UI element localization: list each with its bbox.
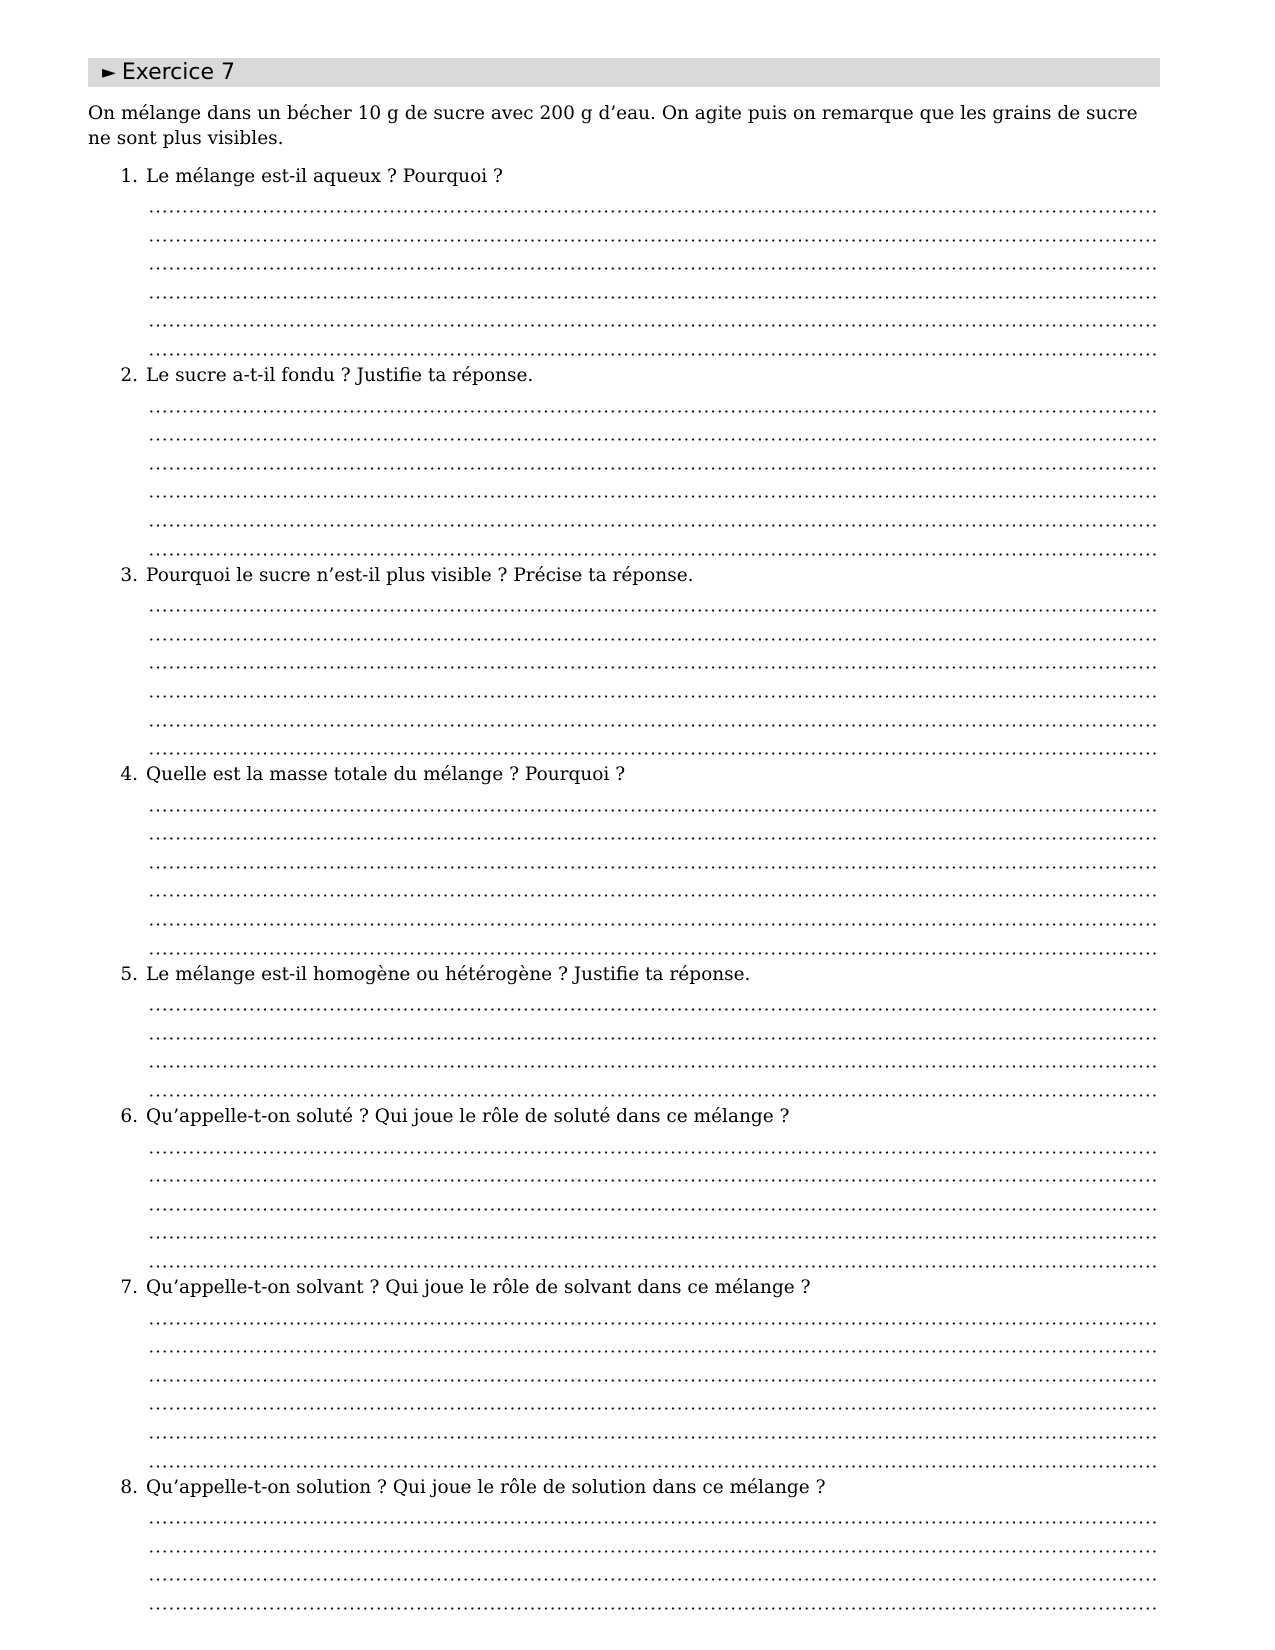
question-number: 4. (120, 764, 138, 786)
answer-area (148, 390, 1158, 562)
dotted-answer-line[interactable] (148, 475, 1158, 504)
dotted-answer-line[interactable] (148, 1131, 1158, 1160)
dotted-answer-line[interactable] (148, 874, 1158, 903)
dotted-answer-line[interactable] (148, 988, 1158, 1017)
dotted-answer-line[interactable] (148, 646, 1158, 675)
dotted-answer-line[interactable] (148, 932, 1158, 961)
question-prompt (88, 960, 1163, 988)
dotted-answer-line[interactable] (148, 1501, 1158, 1530)
question-list (88, 162, 1163, 1616)
dotted-answer-line[interactable] (148, 1188, 1158, 1217)
question-number: 7. (120, 1277, 138, 1299)
question-number: 5. (120, 963, 138, 985)
dotted-answer-line[interactable] (148, 1302, 1158, 1331)
question-item (88, 960, 1163, 1102)
dotted-answer-line[interactable] (148, 304, 1158, 333)
dotted-answer-line[interactable] (148, 1387, 1158, 1416)
triangle-right-icon: ► (102, 61, 116, 83)
dotted-answer-line[interactable] (148, 618, 1158, 647)
question-item (88, 1274, 1163, 1474)
dotted-answer-line[interactable] (148, 190, 1158, 219)
dotted-answer-line[interactable] (148, 704, 1158, 733)
question-text: Quelle est la masse totale du mélange ? Pourquoi ? (146, 764, 626, 786)
dotted-answer-line[interactable] (148, 247, 1158, 276)
question-prompt (88, 1103, 1163, 1131)
dotted-answer-line[interactable] (148, 219, 1158, 248)
dotted-answer-line[interactable] (148, 390, 1158, 419)
exercise-title: Exercice 7 (121, 59, 236, 85)
question-text: Le mélange est-il homogène ou hétérogène ? Justifie ta réponse. (146, 963, 751, 985)
dotted-answer-line[interactable] (148, 1359, 1158, 1388)
question-item (88, 1103, 1163, 1274)
dotted-answer-line[interactable] (148, 447, 1158, 476)
dotted-answer-line[interactable] (148, 846, 1158, 875)
dotted-answer-line[interactable] (148, 1330, 1158, 1359)
question-item (88, 761, 1163, 961)
dotted-answer-line[interactable] (148, 504, 1158, 533)
question-prompt (88, 1274, 1163, 1302)
dotted-answer-line[interactable] (148, 1159, 1158, 1188)
dotted-answer-line[interactable] (148, 533, 1158, 562)
dotted-answer-line[interactable] (148, 333, 1158, 362)
dotted-answer-line[interactable] (148, 1587, 1158, 1616)
question-number: 3. (120, 564, 138, 586)
question-text: Le sucre a-t-il fondu ? Justifie ta réponse. (146, 365, 534, 387)
question-text: Pourquoi le sucre n’est-il plus visible ? Précise ta réponse. (146, 564, 694, 586)
dotted-answer-line[interactable] (148, 789, 1158, 818)
answer-area (148, 1131, 1158, 1274)
answer-area (148, 1501, 1158, 1615)
answer-area (148, 589, 1158, 761)
dotted-answer-line[interactable] (148, 276, 1158, 305)
question-text: Qu’appelle-t-on solution ? Qui joue le rôle de solution dans ce mélange ? (146, 1476, 826, 1498)
dotted-answer-line[interactable] (148, 1445, 1158, 1474)
question-item (88, 561, 1163, 761)
answer-area (148, 789, 1158, 961)
dotted-answer-line[interactable] (148, 675, 1158, 704)
question-number: 6. (120, 1106, 138, 1128)
question-number: 2. (120, 365, 138, 387)
question-prompt (88, 362, 1163, 390)
question-text: Le mélange est-il aqueux ? Pourquoi ? (146, 165, 503, 187)
question-prompt (88, 561, 1163, 589)
question-prompt (88, 761, 1163, 789)
dotted-answer-line[interactable] (148, 1216, 1158, 1245)
question-prompt (88, 162, 1163, 190)
question-number: 8. (120, 1476, 138, 1498)
dotted-answer-line[interactable] (148, 732, 1158, 761)
dotted-answer-line[interactable] (148, 1045, 1158, 1074)
dotted-answer-line[interactable] (148, 1245, 1158, 1274)
dotted-answer-line[interactable] (148, 903, 1158, 932)
question-text: Qu’appelle-t-on soluté ? Qui joue le rôle de soluté dans ce mélange ? (146, 1106, 790, 1128)
dotted-answer-line[interactable] (148, 1017, 1158, 1046)
dotted-answer-line[interactable] (148, 817, 1158, 846)
answer-area (148, 190, 1158, 362)
dotted-answer-line[interactable] (148, 1074, 1158, 1103)
question-item (88, 362, 1163, 562)
answer-area (148, 988, 1158, 1102)
question-text: Qu’appelle-t-on solvant ? Qui joue le rôle de solvant dans ce mélange ? (146, 1277, 811, 1299)
answer-area (148, 1302, 1158, 1474)
dotted-answer-line[interactable] (148, 418, 1158, 447)
exercise-intro: On mélange dans un bécher 10 g de sucre avec 200 g d’eau. On agite puis on remarque que les grains de sucre ne sont plus visibles. (88, 103, 1138, 149)
question-prompt (88, 1473, 1163, 1501)
question-number: 1. (120, 165, 138, 187)
dotted-answer-line[interactable] (148, 589, 1158, 618)
dotted-answer-line[interactable] (148, 1416, 1158, 1445)
exercise-header (88, 58, 1160, 87)
dotted-answer-line[interactable] (148, 1558, 1158, 1587)
question-item (88, 162, 1163, 362)
question-item (88, 1473, 1163, 1615)
dotted-answer-line[interactable] (148, 1530, 1158, 1559)
